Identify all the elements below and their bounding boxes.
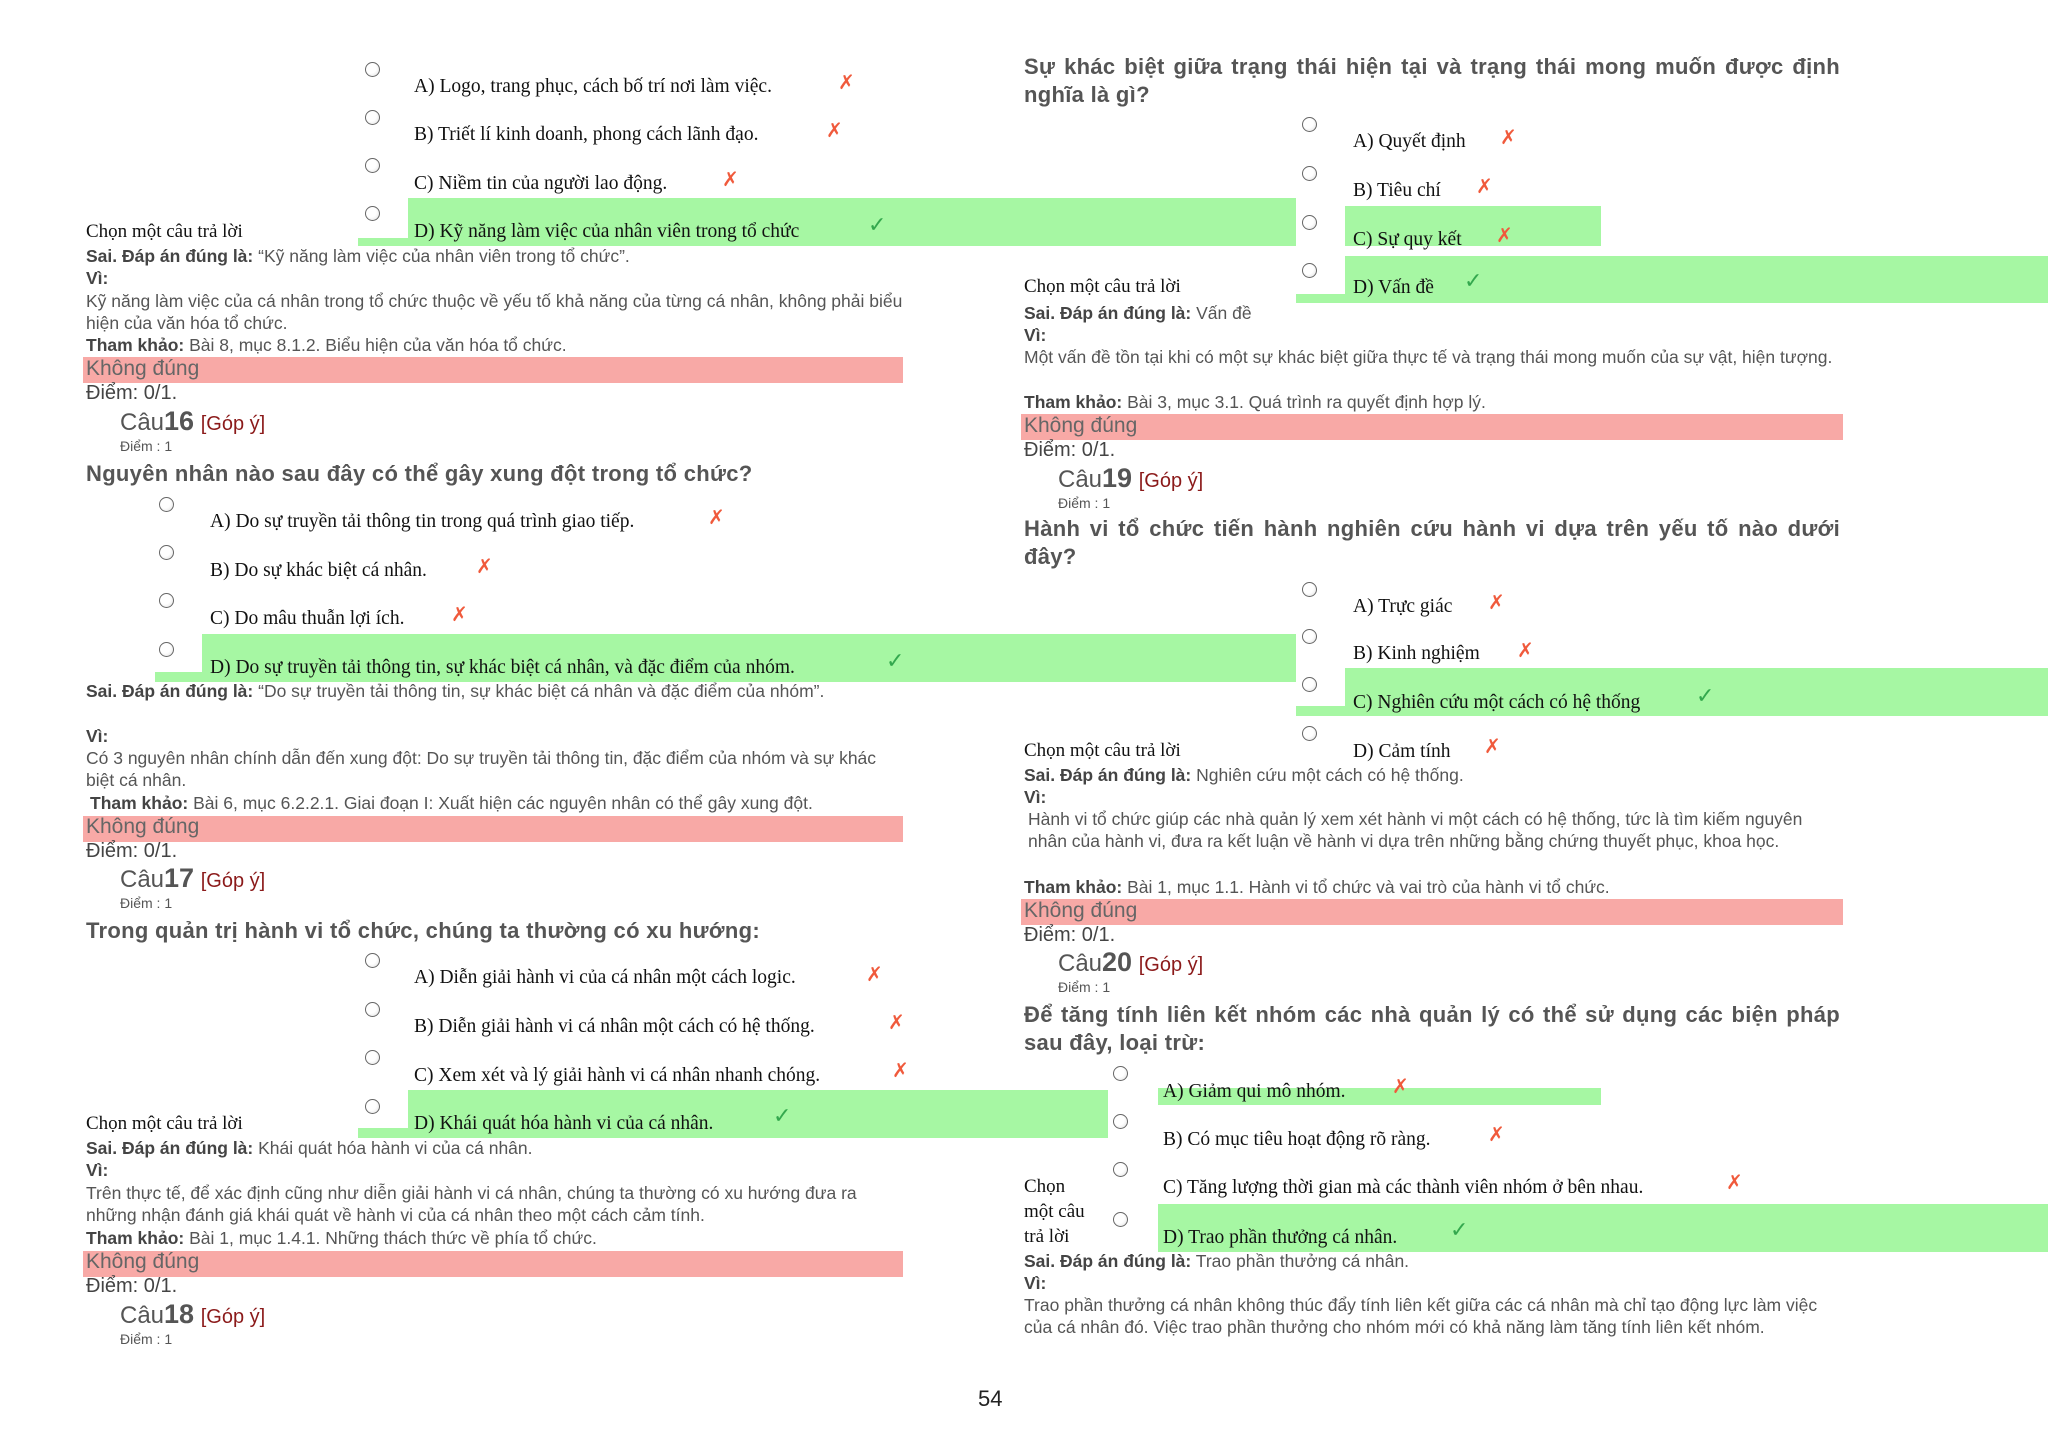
q19-option-d: D) Cảm tính [1353, 741, 1451, 762]
q16-reason: Có 3 nguyên nhân chính dẫn đến xung đột: Do sự truyền tải thông tin, đặc điểm của nhóm và sự khác biệt cá nhân. [86, 748, 877, 790]
q19-score: Điểm: 0/1. [1024, 924, 1116, 946]
q18-reason-label: Vì: [1024, 325, 1047, 345]
q16-wrong-label: Không đúng [86, 815, 200, 838]
q16-option-a: A) Do sự truyền tải thông tin trong quá trình giao tiếp. [210, 511, 635, 532]
q16-option-a-cross-icon: ✗ [708, 505, 725, 529]
q17-reference-text: Bài 1, mục 1.4.1. Những thách thức về phía tổ chức. [189, 1228, 597, 1248]
q20-option-c-cross-icon: ✗ [1726, 1170, 1743, 1194]
q18-option-b-radio[interactable] [1302, 166, 1317, 181]
q18-option-d-check-icon: ✓ [1464, 269, 1483, 294]
q20-feedback-link[interactable]: [Góp ý] [1138, 954, 1204, 976]
q17-answer: Sai. Đáp án đúng là: Khái quát hóa hành vi của cá nhân. [86, 1138, 533, 1158]
q17-option-d-radio[interactable] [365, 1099, 380, 1114]
q17-option-c: C) Xem xét và lý giải hành vi cá nhân nhanh chóng. [414, 1065, 821, 1086]
q16-points: Điểm : 1 [120, 438, 173, 454]
q17-title: Trong quản trị hành vi tổ chức, chúng ta thường có xu hướng: [86, 918, 760, 943]
q19-wrong-banner [1021, 899, 1843, 925]
q17-option-b: B) Diễn giải hành vi cá nhân một cách có hệ thống. [414, 1016, 815, 1037]
q18-option-a: A) Quyết định [1353, 131, 1466, 152]
q16-score: Điểm: 0/1. [86, 840, 178, 862]
q15-option-a-cross-icon: ✗ [838, 70, 855, 94]
q19-option-c-check-icon: ✓ [1696, 684, 1715, 709]
q20-option-a-cross-icon: ✗ [1392, 1074, 1409, 1098]
q19-points: Điểm : 1 [1058, 495, 1111, 511]
q17-option-d: D) Khái quát hóa hành vi của cá nhân. [414, 1113, 714, 1134]
q18-score: Điểm: 0/1. [1024, 439, 1116, 461]
q15-answer-text: “Kỹ năng làm việc của nhân viên trong tổ chức”. [258, 246, 630, 266]
q17-reason: Trên thực tế, để xác định cũng như diễn giải hành vi cá nhân, chúng ta thường có xu hướng đưa ra những nhận đánh giá khái quát về hành vi của cá nhân theo một cách cảm tính. [86, 1183, 857, 1225]
q19-correct-highlight-tail [1296, 706, 1348, 716]
q17-score: Điểm: 0/1. [86, 1275, 178, 1297]
page-number: 54 [978, 1386, 1003, 1411]
q20-option-b-cross-icon: ✗ [1488, 1122, 1505, 1146]
q18-option-c: C) Sự quy kết [1353, 229, 1462, 250]
q19-answer: Sai. Đáp án đúng là: Nghiên cứu một cách có hệ thống. [1024, 765, 1464, 785]
q17-reference: Tham khảo: Bài 1, mục 1.4.1. Những thách thức về phía tổ chức. [86, 1228, 597, 1248]
q17-points: Điểm : 1 [120, 895, 173, 911]
q20-option-b-radio[interactable] [1113, 1114, 1128, 1129]
q19-choose-one-label: Chọn một câu trả lời [1024, 740, 1181, 761]
q20-points: Điểm : 1 [1058, 979, 1111, 995]
q16-reference: Tham khảo: Bài 6, mục 6.2.2.1. Giai đoạn I: Xuất hiện các nguyên nhân có thể gây xung đột. [90, 793, 813, 813]
q16-option-c-cross-icon: ✗ [451, 602, 468, 626]
q18-choose-one-label: Chọn một câu trả lời [1024, 276, 1181, 297]
q20-choose-line-2: một câu [1024, 1201, 1085, 1222]
q18-answer-text: Vấn đề [1196, 303, 1252, 323]
q15-wrong-label: Không đúng [86, 357, 200, 380]
q17-answer-text: Khái quát hóa hành vi của cá nhân. [258, 1138, 533, 1158]
q19-option-b-cross-icon: ✗ [1517, 638, 1534, 662]
q18-option-c-cross-icon: ✗ [1496, 223, 1513, 247]
q16-answer: Sai. Đáp án đúng là: “Do sự truyền tải thông tin, sự khác biệt cá nhân và đặc điểm của nhóm”. [86, 681, 825, 701]
q18-number: Câu18 [Góp ý] [120, 1299, 266, 1329]
q16-option-b-cross-icon: ✗ [476, 554, 493, 578]
q18-reference-text: Bài 3, mục 3.1. Quá trình ra quyết định hợp lý. [1127, 392, 1486, 412]
q20-option-d: D) Trao phần thưởng cá nhân. [1163, 1227, 1398, 1248]
q20-option-c: C) Tăng lượng thời gian mà các thành viên nhóm ở bên nhau. [1163, 1177, 1644, 1198]
q18-option-d: D) Vấn đề [1353, 277, 1434, 298]
q18-correct-highlight [1345, 256, 2048, 303]
q18-wrong-label: Không đúng [1024, 414, 1138, 437]
q16-wrong-banner [83, 816, 903, 842]
q17-wrong-label: Không đúng [86, 1250, 200, 1273]
q17-choose-one-label: Chọn một câu trả lời [86, 1113, 243, 1134]
q15-answer: Sai. Đáp án đúng là: “Kỹ năng làm việc của nhân viên trong tổ chức”. [86, 246, 630, 266]
q20-option-a-radio[interactable] [1113, 1066, 1128, 1081]
q20-option-d-radio[interactable] [1113, 1212, 1128, 1227]
q15-reason-label: Vì: [86, 268, 109, 288]
q18-option-b: B) Tiêu chí [1353, 180, 1441, 201]
q18-title: Sự khác biệt giữa trạng thái hiện tại và trạng thái mong muốn được định nghĩa là gì? [1024, 54, 1840, 107]
q19-feedback-link[interactable]: [Góp ý] [1138, 470, 1204, 492]
q15-option-b-cross-icon: ✗ [826, 118, 843, 142]
q17-option-c-cross-icon: ✗ [892, 1058, 909, 1082]
q16-option-a-radio[interactable] [159, 497, 174, 512]
q17-option-a-cross-icon: ✗ [866, 962, 883, 986]
q19-option-d-cross-icon: ✗ [1484, 734, 1501, 758]
q20-reason: Trao phần thưởng cá nhân không thúc đẩy tính liên kết giữa các cá nhân mà chỉ tạo động lực làm việc của cá nhân đó. Việc trao phần thưởng cho nhóm mới có khả năng làm tăng tính liên kết nhóm. [1024, 1295, 1818, 1337]
q16-title: Nguyên nhân nào sau đây có thể gây xung đột trong tổ chức? [86, 461, 753, 486]
q17-option-a: A) Diễn giải hành vi của cá nhân một cách logic. [414, 967, 796, 988]
q20-choose-line-1: Chọn [1024, 1176, 1066, 1197]
q16-option-c: C) Do mâu thuẫn lợi ích. [210, 608, 405, 629]
q20-option-d-check-icon: ✓ [1450, 1218, 1469, 1243]
q16-option-d-check-icon: ✓ [886, 649, 905, 674]
q17-feedback-link[interactable]: [Góp ý] [200, 870, 266, 892]
q20-title: Để tăng tính liên kết nhóm các nhà quản lý có thể sử dụng các biện pháp sau đây, loại trừ: [1024, 1002, 1840, 1055]
q16-answer-text: “Do sự truyền tải thông tin, sự khác biệt cá nhân và đặc điểm của nhóm”. [258, 681, 825, 701]
q20-option-a: A) Giảm qui mô nhóm. [1163, 1081, 1346, 1102]
q16-option-d: D) Do sự truyền tải thông tin, sự khác biệt cá nhân, và đặc điểm của nhóm. [210, 657, 795, 678]
q19-option-a: A) Trực giác [1353, 596, 1453, 617]
q18-reason: Một vấn đề tồn tại khi có một sự khác biệt giữa thực tế và trạng thái mong muốn của sự vật, hiện tượng. [1024, 347, 1833, 367]
q15-reference-text: Bài 8, mục 8.1.2. Biểu hiện của văn hóa tổ chức. [189, 335, 567, 355]
q19-answer-text: Nghiên cứu một cách có hệ thống. [1196, 765, 1464, 785]
q18-option-b-cross-icon: ✗ [1476, 174, 1493, 198]
q19-wrong-label: Không đúng [1024, 899, 1138, 922]
q19-option-b-radio[interactable] [1302, 629, 1317, 644]
q17-option-d-check-icon: ✓ [773, 1104, 792, 1129]
q18-answer: Sai. Đáp án đúng là: Vấn đề [1024, 303, 1252, 323]
q19-option-a-radio[interactable] [1302, 582, 1317, 597]
q19-option-a-cross-icon: ✗ [1488, 590, 1505, 614]
q15-wrong-banner [83, 357, 903, 383]
q18-feedback-link[interactable]: [Góp ý] [200, 1306, 266, 1328]
q16-reason-label: Vì: [86, 726, 109, 746]
q18-option-d-radio[interactable] [1302, 263, 1317, 278]
q18-option-a-cross-icon: ✗ [1500, 125, 1517, 149]
q17-option-b-cross-icon: ✗ [888, 1010, 905, 1034]
q15-option-b: B) Triết lí kinh doanh, phong cách lãnh đạo. [414, 124, 759, 145]
q15-option-c-radio[interactable] [365, 158, 380, 173]
q15-option-c: C) Niềm tin của người lao động. [414, 173, 668, 194]
q20-reason-label: Vì: [1024, 1273, 1047, 1293]
q19-option-c-radio[interactable] [1302, 677, 1317, 692]
q17-option-b-radio[interactable] [365, 1002, 380, 1017]
q15-reference: Tham khảo: Bài 8, mục 8.1.2. Biểu hiện của văn hóa tổ chức. [86, 335, 567, 355]
q17-option-c-radio[interactable] [365, 1050, 380, 1065]
q17-option-a-radio[interactable] [365, 953, 380, 968]
q18-option-a-radio[interactable] [1302, 117, 1317, 132]
q15-option-a-radio[interactable] [365, 62, 380, 77]
q16-reference-text: Bài 6, mục 6.2.2.1. Giai đoạn I: Xuất hiện các nguyên nhân có thể gây xung đột. [193, 793, 813, 813]
q17-number: Câu17 [Góp ý] [120, 863, 266, 893]
q18-points: Điểm : 1 [120, 1331, 173, 1347]
q19-reason: Hành vi tổ chức giúp các nhà quản lý xem xét hành vi một cách có hệ thống, tức là tìm kiếm nguyên nhân của hành vi, đưa ra kết luận về hành vi dựa trên những bằng chứng thuyết phục, khoa học. [1028, 809, 1803, 851]
q15-score: Điểm: 0/1. [86, 382, 178, 404]
q15-option-d: D) Kỹ năng làm việc của nhân viên trong tổ chức [414, 221, 800, 242]
q19-reference-text: Bài 1, mục 1.1. Hành vi tổ chức và vai trò của hành vi tổ chức. [1127, 877, 1610, 897]
q20-number: Câu20 [Góp ý] [1058, 947, 1204, 977]
q16-option-b: B) Do sự khác biệt cá nhân. [210, 560, 427, 581]
q19-reason-label: Vì: [1024, 787, 1047, 807]
q16-option-d-radio[interactable] [159, 642, 174, 657]
q16-feedback-link[interactable]: [Góp ý] [200, 413, 266, 435]
q20-option-c-radio[interactable] [1113, 1162, 1128, 1177]
q19-reference: Tham khảo: Bài 1, mục 1.1. Hành vi tổ chức và vai trò của hành vi tổ chức. [1024, 877, 1610, 897]
q20-choose-line-3: trả lời [1024, 1226, 1070, 1247]
q15-option-d-check-icon: ✓ [868, 213, 887, 238]
q16-number: Câu16 [Góp ý] [120, 406, 266, 436]
q15-option-b-radio[interactable] [365, 110, 380, 125]
q19-option-b: B) Kinh nghiệm [1353, 643, 1480, 664]
q15-choose-one-label: Chọn một câu trả lời [86, 221, 243, 242]
q20-answer: Sai. Đáp án đúng là: Trao phần thưởng cá nhân. [1024, 1251, 1410, 1271]
q18-wrong-banner [1021, 414, 1843, 440]
q15-reason: Kỹ năng làm việc của cá nhân trong tổ chức thuộc về yếu tố khả năng của từng cá nhân, không phải biểu hiện của văn hóa tổ chức. [86, 291, 903, 333]
q17-reason-label: Vì: [86, 1160, 109, 1180]
q19-option-c: C) Nghiên cứu một cách có hệ thống [1353, 692, 1641, 713]
q15-option-d-radio[interactable] [365, 206, 380, 221]
q15-option-c-cross-icon: ✗ [722, 167, 739, 191]
q19-number: Câu19 [Góp ý] [1058, 463, 1204, 493]
q19-title: Hành vi tổ chức tiến hành nghiên cứu hành vi dựa trên yếu tố nào dưới đây? [1024, 516, 1840, 569]
q20-option-b: B) Có mục tiêu hoạt động rõ ràng. [1163, 1129, 1431, 1150]
q20-answer-text: Trao phần thưởng cá nhân. [1195, 1251, 1410, 1271]
q19-option-d-radio[interactable] [1302, 726, 1317, 741]
q16-option-b-radio[interactable] [159, 545, 174, 560]
q15-option-a: A) Logo, trang phục, cách bố trí nơi làm việc. [414, 76, 772, 97]
q18-reference: Tham khảo: Bài 3, mục 3.1. Quá trình ra quyết định hợp lý. [1024, 392, 1486, 412]
q17-wrong-banner [83, 1251, 903, 1277]
q16-option-c-radio[interactable] [159, 593, 174, 608]
q18-option-c-radio[interactable] [1302, 215, 1317, 230]
